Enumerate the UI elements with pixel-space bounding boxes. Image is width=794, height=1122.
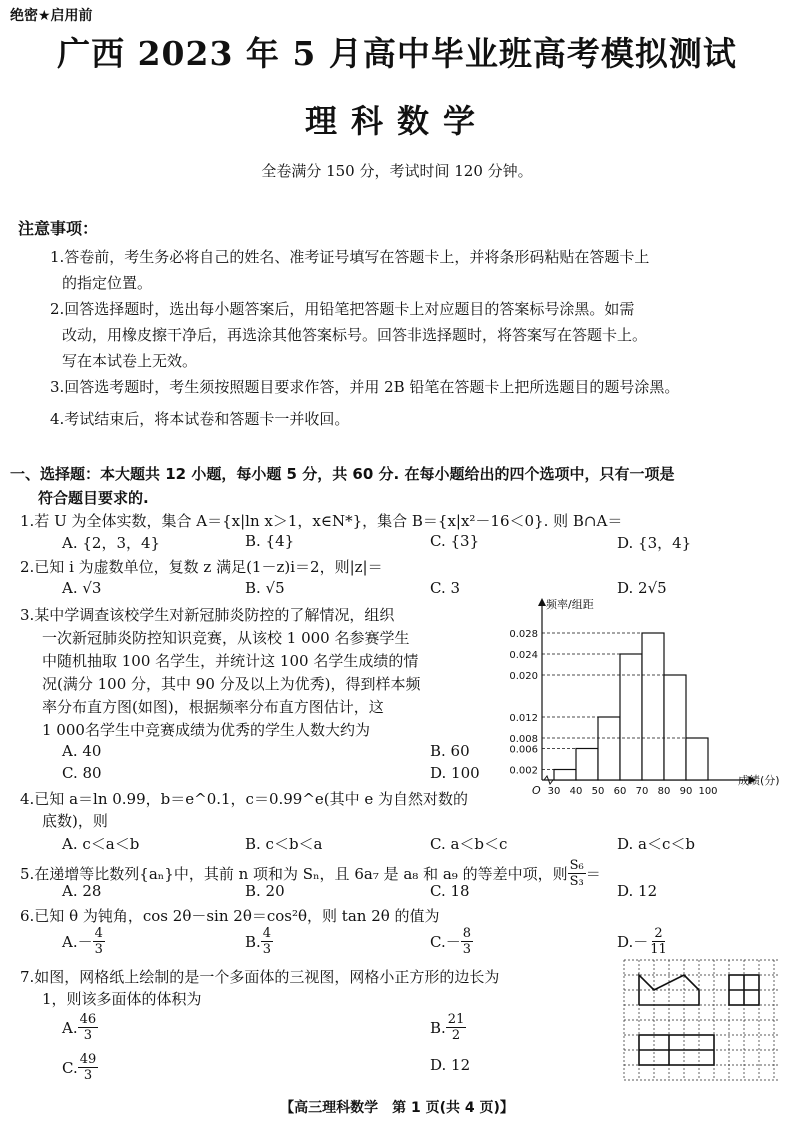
histogram-bar: [598, 717, 620, 780]
q7-b-num: 21: [447, 1012, 465, 1027]
q5-fraction: [568, 858, 586, 889]
notice-heading: 注意事项：: [18, 219, 99, 238]
q6-b-den: 3: [262, 942, 272, 957]
q6-c-den: 3: [462, 942, 472, 957]
x-tick-label: 30: [547, 786, 561, 797]
q1-option-d: D. {3，4}: [617, 534, 692, 552]
q3-option-b: B. 60: [430, 742, 470, 760]
q4-option-c: C. a＜b＜c: [430, 835, 508, 853]
notice-line: 3.回答选考题时，考生须按照题目要求作答，并用 2B 铅笔在答题卡上把所选题目的题号涂黑。: [50, 378, 680, 396]
q6-a-den: 3: [94, 942, 103, 957]
q7-a-frac: [78, 1012, 99, 1043]
q1-option-a: A. {2，3，4}: [62, 534, 161, 552]
x-tick-label: 90: [679, 786, 693, 797]
q2-option-b: B. √5: [245, 579, 285, 597]
y-axis-arrow: [538, 598, 546, 606]
notice-line: 的指定位置。: [62, 274, 153, 292]
q7-option-a: [62, 1012, 98, 1043]
y-tick-label: 0.012: [509, 713, 538, 724]
q1-option-c: C. {3}: [430, 532, 480, 550]
frequency-histogram: [496, 596, 788, 808]
q6-d-label: D.: [617, 932, 634, 951]
question-4-line: 底数)，则: [42, 812, 108, 830]
question-3-line: 1 000名学生中竞赛成绩为优秀的学生人数大约为: [42, 721, 370, 739]
q3-option-a: A. 40: [62, 742, 102, 760]
q4-option-a: A. c＜a＜b: [62, 835, 140, 853]
notice-line: 2.回答选择题时，选出每小题答案后，用铅笔把答题卡上对应题目的答案标号涂黑。如需: [50, 300, 635, 318]
question-5-text: 5.在递增等比数列{aₙ}中，其前 n 项和为 Sₙ，且 6a₇ 是 a₈ 和 a₉ 的等差中项，则: [20, 865, 568, 883]
q6-c-sign: －: [445, 933, 461, 951]
question-4-line: 4.已知 a＝ln 0.99，b＝e^0.1，c＝0.99^e(其中 e 为自然对数的: [20, 790, 469, 808]
q6-d-sign: －: [633, 933, 649, 951]
histogram-bar: [576, 749, 598, 781]
question-7-line: 1，则该多面体的体积为: [42, 990, 202, 1008]
q6-option-a: [62, 926, 105, 957]
histogram-bar: [554, 770, 576, 781]
q7-option-b: [430, 1012, 466, 1043]
q5-option-b: B. 20: [245, 882, 285, 900]
q7-d-value: 12: [451, 1056, 471, 1074]
q6-a-sign: －: [77, 933, 93, 951]
y-tick-label: 0.020: [509, 671, 538, 682]
histogram-bar: [620, 654, 642, 780]
confidential-mark: 绝密★启用前: [10, 8, 93, 24]
notice-line: 1.答卷前，考生务必将自己的姓名、准考证号填写在答题卡上，并将条形码粘贴在答题卡上: [50, 248, 650, 266]
q3-option-d: D. 100: [430, 764, 480, 782]
top-view: [639, 1035, 714, 1065]
histogram-bar: [664, 675, 686, 780]
q5-option-c: C. 18: [430, 882, 470, 900]
histogram-bar: [642, 633, 664, 780]
q4-option-d: D. a＜c＜b: [617, 835, 695, 853]
q7-b-frac: [446, 1012, 467, 1043]
exam-title: 广西 2023 年 5 月高中毕业班高考模拟测试: [57, 34, 737, 73]
histogram-bar: [686, 738, 708, 780]
q7-a-den: 3: [83, 1028, 93, 1043]
q6-c-label: C.: [430, 932, 446, 951]
x-tick-label: 50: [591, 786, 605, 797]
q2-option-a: A. √3: [62, 579, 102, 597]
y-tick-label: 0.024: [509, 650, 538, 661]
q2-option-c: C. 3: [430, 579, 461, 597]
score-line: 全卷满分 150 分，考试时间 120 分钟。: [261, 162, 533, 180]
question-1-stem: 1.若 U 为全体实数，集合 A＝{x|ln x＞1，x∈N*}，集合 B＝{x|x²－16＜0}. 则 B∩A＝: [20, 512, 623, 530]
q6-d-num: 2: [654, 926, 663, 941]
section-heading: 一、选择题：本大题共 12 小题，每小题 5 分，共 60 分. 在每小题给出的四个选项中，只有一项是: [10, 465, 675, 483]
q2-option-d: D. 2√5: [617, 579, 667, 597]
q5-frac-den: S₃: [569, 874, 584, 889]
q5-equals: ＝: [585, 865, 601, 883]
y-tick-label: 0.006: [509, 744, 538, 756]
page-footer: 【高三理科数学 第 1 页(共 4 页)】: [280, 1100, 514, 1116]
q7-a-label: A.: [62, 1018, 78, 1037]
q7-c-label: C.: [62, 1058, 78, 1077]
question-3-line: 中随机抽取 100 名学生，并统计这 100 名学生成绩的情: [42, 652, 419, 670]
q1-option-b: B. {4}: [245, 532, 295, 550]
q4-option-b: B. c＜b＜a: [245, 835, 323, 853]
question-7-line: 7.如图，网格纸上绘制的是一个多面体的三视图，网格小正方形的边长为: [20, 968, 500, 986]
y-tick-label: 0.002: [509, 765, 538, 777]
q5-option-d: D. 12: [617, 882, 658, 900]
y-tick-label: 0.008: [509, 734, 538, 745]
q7-option-d: [430, 1056, 470, 1074]
q3-option-c: C. 80: [62, 764, 102, 782]
question-3-line: 一次新冠肺炎防控知识竞赛，从该校 1 000 名参赛学生: [42, 629, 410, 647]
y-axis-label: 频率/组距: [546, 598, 594, 611]
q6-b-label: B.: [245, 932, 261, 951]
question-6-stem: 6.已知 θ 为钝角，cos 2θ－sin 2θ＝cos²θ，则 tan 2θ 的值为: [20, 907, 440, 925]
q6-option-c: [430, 926, 473, 957]
q5-option-a: A. 28: [62, 882, 102, 900]
q7-b-den: 2: [451, 1028, 461, 1043]
x-tick-label: 40: [569, 786, 583, 797]
q7-c-den: 3: [83, 1068, 93, 1083]
question-3-line: 况(满分 100 分，其中 90 分及以上为优秀)，得到样本频: [42, 675, 421, 693]
q7-option-c: [62, 1052, 98, 1083]
q6-b-num: 4: [262, 926, 272, 941]
origin-label: O: [532, 784, 541, 797]
q7-c-frac: [78, 1052, 99, 1083]
question-3-line: 3.某中学调查该校学生对新冠肺炎防控的了解情况，组织: [20, 606, 395, 624]
exam-subject: 理科数学: [304, 102, 489, 140]
q6-b-frac: [261, 926, 273, 957]
q6-c-frac: [461, 926, 473, 957]
q6-option-b: [245, 926, 273, 957]
y-tick-label: 0.028: [509, 629, 538, 640]
section-heading-cont: 符合题目要求的.: [38, 489, 149, 507]
notice-line: 改动，用橡皮擦干净后，再选涂其他答案标号。回答非选择题时，将答案写在答题卡上。: [62, 326, 648, 344]
grid-lines: [624, 960, 780, 1080]
three-view-diagram: [622, 958, 782, 1082]
notice-line: 写在本试卷上无效。: [62, 352, 198, 370]
x-tick-label: 60: [613, 786, 627, 797]
x-tick-label: 100: [698, 786, 718, 797]
q6-a-label: A.: [62, 932, 78, 951]
x-tick-label: 80: [657, 786, 671, 797]
q6-a-num: 4: [94, 926, 103, 941]
q7-d-label: D.: [430, 1056, 447, 1074]
q7-a-num: 46: [79, 1012, 97, 1027]
q6-a-frac: [93, 926, 105, 957]
q5-frac-num: S₆: [569, 858, 584, 873]
side-view: [729, 975, 759, 1005]
question-5-stem: [20, 858, 601, 889]
q6-c-num: 8: [462, 926, 472, 941]
q6-d-frac: [648, 926, 669, 957]
q6-option-d: [617, 926, 669, 957]
x-tick-label: 70: [635, 786, 649, 797]
x-axis-label: 成绩(分): [738, 774, 780, 787]
question-3-line: 率分布直方图(如图)，根据频率分布直方图估计，这: [42, 698, 384, 716]
notice-line: 4.考试结束后，将本试卷和答题卡一并收回。: [50, 410, 350, 428]
q6-d-den: 11: [650, 942, 667, 957]
q7-c-num: 49: [79, 1052, 97, 1067]
q7-b-label: B.: [430, 1018, 446, 1037]
question-2-stem: 2.已知 i 为虚数单位，复数 z 满足(1－z)i＝2，则|z|＝: [20, 558, 383, 576]
